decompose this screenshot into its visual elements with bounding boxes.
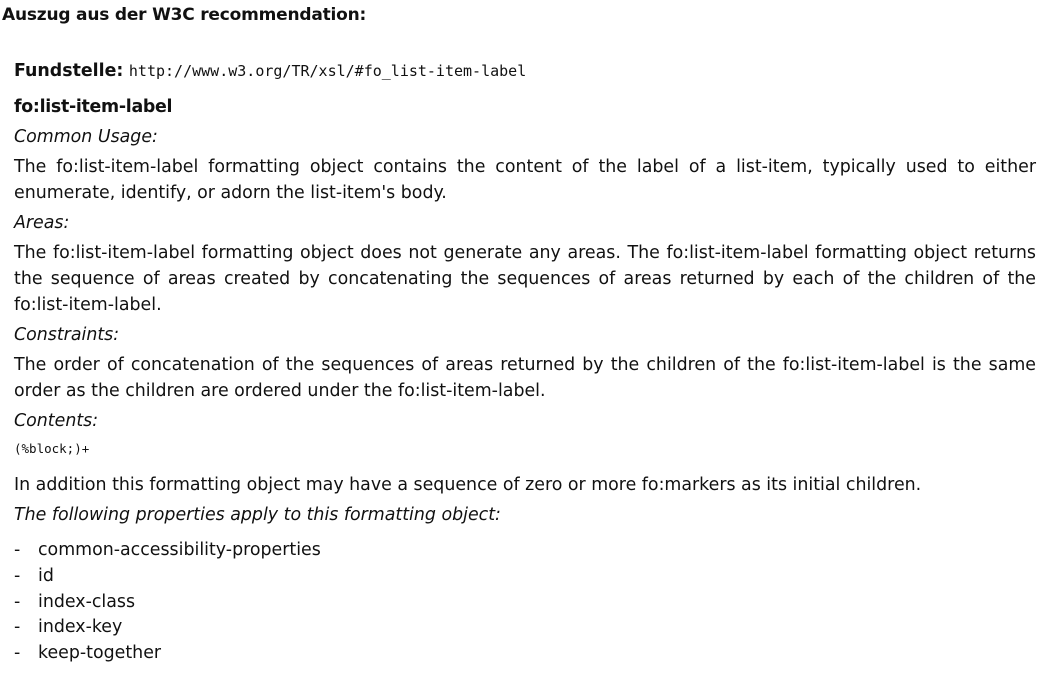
source-label: Fundstelle: [14, 61, 124, 81]
list-dash: - [14, 617, 21, 638]
property-name: index-key [38, 617, 123, 638]
list-dash: - [14, 540, 21, 560]
property-name: common-accessibility-properties [38, 540, 321, 560]
source-url: http://www.w3.org/TR/xsl/#fo_list-item-label [128, 62, 527, 80]
list-dash: - [14, 591, 21, 612]
list-dash: - [14, 643, 21, 664]
constraints-text: The order of concatenation of the sequences of areas returned by the children of the fo:list-item-label is the same order as the children are ordered under the fo:list-item-label. [14, 355, 1036, 401]
list-dash: - [14, 565, 21, 586]
list-item [14, 615, 1036, 641]
source-reference [14, 58, 1036, 84]
list-item [14, 590, 1036, 616]
areas-text: The fo:list-item-label formatting object does not generate any areas. The fo:list-item-label formatting object returns the sequence of areas created by concatenating the sequences of areas returned by each of the children of the fo:list-item-label. [14, 243, 1036, 315]
properties-intro: The following properties apply to this formatting object: [14, 505, 501, 525]
list-item [14, 641, 1036, 667]
areas-label: Areas: [14, 213, 70, 233]
page-title: Auszug aus der W3C recommendation: [2, 5, 367, 25]
property-name: keep-together [38, 643, 162, 664]
property-name: id [38, 565, 54, 586]
constraints-label: Constraints: [14, 325, 120, 345]
common-usage-text: The fo:list-item-label formatting object contains the content of the label of a list-item, typically used to either enumerate, identify, or adorn the list-item's body. [14, 157, 1036, 203]
property-name: index-class [38, 591, 136, 612]
contents-code: (%block;)+ [14, 441, 90, 456]
recommendation-excerpt [14, 58, 1036, 667]
list-item [14, 564, 1036, 590]
object-title: fo:list-item-label [14, 97, 173, 117]
common-usage-label: Common Usage: [14, 127, 158, 147]
contents-label: Contents: [14, 411, 99, 431]
contents-note: In addition this formatting object may have a sequence of zero or more fo:markers as its initial children. [14, 475, 922, 495]
property-list [14, 538, 1036, 667]
list-item [14, 538, 1036, 564]
